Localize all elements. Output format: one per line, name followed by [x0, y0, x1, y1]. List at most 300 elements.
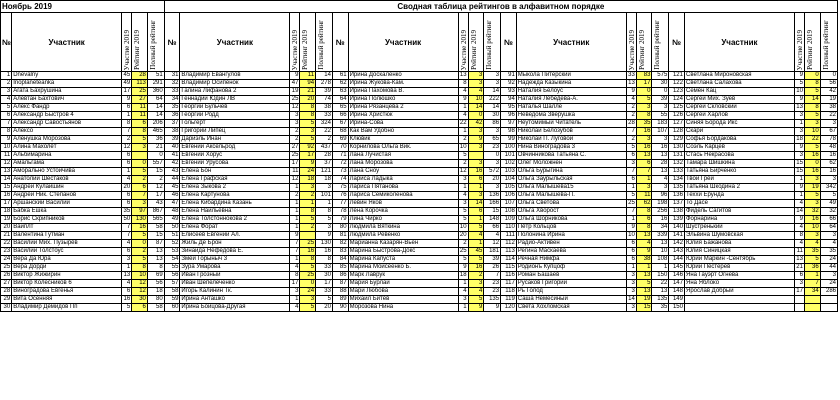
row-number: 145 [669, 264, 685, 272]
full-rating: 278 [316, 80, 333, 88]
full-rating: 33 [316, 288, 333, 296]
full-rating: 867 [147, 208, 164, 216]
participation-2019: 1 [794, 120, 804, 128]
col-header-part [794, 13, 804, 72]
row-number: 149 [669, 296, 685, 304]
participant-name: Лариса Пятанова [348, 184, 458, 192]
participation-2019: 21 [796, 264, 803, 270]
table-row [1, 168, 838, 176]
row-number: 135 [669, 184, 685, 192]
participant-name [684, 296, 794, 304]
full-rating: 56 [820, 80, 837, 88]
row-number: 90 [332, 304, 348, 312]
participation-2019: 4 [794, 200, 804, 208]
participant-name: Как Вам Удобно [348, 128, 458, 136]
rating-2019: 5 [636, 96, 652, 104]
rating-2019: 1 [636, 176, 652, 184]
col-header-no: № [501, 13, 517, 72]
col-header-full [484, 13, 501, 72]
participation-2019: 5 [794, 80, 804, 88]
participant-name: Иван Шепелеченко [180, 280, 290, 288]
row-number: 80 [332, 224, 348, 232]
full-rating: 67 [820, 128, 837, 136]
participant-name: Юрий Маркин -Сентябрь [684, 256, 794, 264]
participation-2019: 3 [458, 296, 468, 304]
rating-2019: 5 [804, 192, 820, 200]
table-row [1, 232, 838, 240]
table-row [1, 128, 838, 136]
full-rating: 9 [484, 304, 501, 312]
rating-2019: 8 [636, 224, 652, 232]
full-rating: 39 [316, 88, 333, 96]
row-number: 139 [669, 216, 685, 224]
participation-2019: 3 [626, 160, 636, 168]
table-row [1, 216, 838, 224]
rating-2019: 92 [300, 144, 316, 152]
col-header-part [290, 13, 300, 72]
full-rating: 16 [652, 216, 669, 224]
participant-name: Сергей Мих. Зуев [684, 96, 794, 104]
participant-name: Марина Быстрова-Докс [348, 248, 458, 256]
participation-2019: 7 [626, 168, 636, 176]
full-rating: 34 [652, 224, 669, 232]
row-number: 110 [501, 224, 517, 232]
rating-2019: 16 [804, 216, 820, 224]
participation-2019: 28 [628, 120, 635, 126]
participant-name: Людмила Ревенко [348, 232, 458, 240]
row-number: 84 [332, 256, 348, 264]
rating-2019: 0 [300, 280, 316, 288]
full-rating: 437 [316, 144, 333, 152]
participant-name: Ольга Шорникова [516, 216, 626, 224]
participation-2019: 17 [291, 280, 299, 286]
row-number: 127 [669, 120, 685, 128]
participant-name: Лана Морозова [348, 160, 458, 168]
full-rating: 181 [484, 248, 501, 256]
table-row [1, 248, 838, 256]
participation-2019: 10 [628, 232, 635, 238]
participant-name: Пётр Кольцов [516, 224, 626, 232]
participant-name: Надежда Казыкина [516, 80, 626, 88]
row-number: 118 [501, 288, 517, 296]
row-number: 62 [332, 80, 348, 88]
rating-2019: 18 [300, 176, 316, 184]
col-header-full [652, 13, 669, 72]
participation-2019: 9 [794, 144, 804, 152]
full-rating: 17 [316, 280, 333, 288]
participation-2019: 1 [290, 216, 300, 224]
participant-name: Тамара Шишкина [684, 160, 794, 168]
rating-2019: 4 [468, 88, 484, 96]
row-number: 125 [669, 104, 685, 112]
participation-2019: 1 [458, 128, 468, 136]
rating-2019: 4 [468, 288, 484, 296]
col-header-full-label: Полный рейтинг [485, 20, 494, 70]
participation-2019: 3 [626, 280, 636, 288]
full-rating: 166 [484, 200, 501, 208]
row-number: 10 [1, 144, 12, 152]
participant-name: Ольга Бурыгина [516, 168, 626, 176]
participant-name: Скари [684, 128, 794, 136]
participation-2019: 8 [794, 232, 804, 240]
participant-name: Нина Виноградова 3 [516, 144, 626, 152]
col-header-part-label: Участие 2019 [291, 29, 300, 70]
table-row [1, 240, 838, 248]
full-rating: 18 [316, 176, 333, 184]
rating-2019: 25 [300, 240, 316, 248]
participation-2019 [794, 304, 804, 312]
participant-name: Евгений Аксельрод [180, 144, 290, 152]
table-row [1, 296, 838, 304]
col-header-participant: Участник [684, 13, 794, 72]
row-number: 107 [501, 200, 517, 208]
row-number: 113 [501, 248, 517, 256]
participation-2019: 1 [794, 176, 804, 184]
participation-2019: 25 [291, 96, 299, 102]
row-number: 50 [164, 224, 180, 232]
participant-name: Мыкола Питерский [516, 72, 626, 80]
participation-2019: 9 [794, 216, 804, 224]
participant-name: Регина Маскаева [516, 248, 626, 256]
rating-2019: 8 [636, 112, 652, 120]
rating-2019: 22 [804, 136, 820, 144]
row-number: 47 [164, 200, 180, 208]
participant-name: Роман Башаев [516, 272, 626, 280]
participant-name: Виктор Колесников 6 [12, 280, 122, 288]
row-number: 146 [669, 272, 685, 280]
participation-2019: 5 [626, 192, 636, 200]
full-rating: 16 [316, 248, 333, 256]
participant-name: Мария Бурлай [348, 280, 458, 288]
participation-2019: 2 [290, 128, 300, 136]
table-row [1, 304, 838, 312]
row-number: 144 [669, 256, 685, 264]
rating-2019: 3 [468, 192, 484, 200]
row-number: 117 [501, 280, 517, 288]
rating-2019: 5 [804, 144, 820, 152]
row-number: 18 [1, 208, 12, 216]
full-rating: 13 [147, 248, 164, 256]
row-number: 96 [501, 112, 517, 120]
col-header-rating [300, 13, 316, 72]
participation-2019: 4 [290, 304, 300, 312]
rating-2019: 24 [300, 288, 316, 296]
participation-2019: 18 [796, 136, 803, 142]
participation-2019: 7 [290, 248, 300, 256]
participation-2019: 3 [458, 200, 468, 208]
row-number: 69 [332, 136, 348, 144]
row-number: 150 [669, 304, 685, 312]
full-rating: 256 [652, 208, 669, 216]
full-rating: 3 [820, 120, 837, 128]
rating-2019: 5 [132, 232, 148, 240]
row-number: 31 [164, 72, 180, 80]
full-rating: 56 [147, 280, 164, 288]
table-row [1, 144, 838, 152]
full-rating: 66 [484, 224, 501, 232]
rating-2019: 12 [132, 280, 148, 288]
participation-2019: 4 [458, 112, 468, 120]
full-rating: 3 [484, 184, 501, 192]
participation-2019: 4 [122, 240, 132, 248]
rating-2019: 10 [804, 224, 820, 232]
rating-2019: 3 [300, 296, 316, 304]
participation-2019: 45 [123, 72, 131, 78]
table-row [1, 208, 838, 216]
full-rating: 16 [652, 144, 669, 152]
participant-name: Ирина Доскаленко [348, 72, 458, 80]
row-number: 63 [332, 88, 348, 96]
participant-name: Геннадий Юдин ЛВ [180, 96, 290, 104]
full-rating: 13 [652, 288, 669, 296]
rating-2019: 0 [468, 112, 484, 120]
participation-2019: 13 [123, 272, 131, 278]
participant-name: Рь Голод [516, 288, 626, 296]
full-rating: 87 [147, 240, 164, 248]
participant-name: Людмила Вяткина [348, 224, 458, 232]
rating-2019: 83 [636, 72, 652, 80]
row-number: 5 [1, 104, 12, 112]
participation-2019: 6 [122, 152, 132, 160]
rating-2019: 1 [636, 264, 652, 272]
rating-2019: 42 [468, 120, 484, 128]
row-number: 58 [164, 288, 180, 296]
rating-2019: 130 [132, 216, 148, 224]
participation-2019: 2 [122, 136, 132, 144]
row-number: 1 [1, 72, 12, 80]
table-row [1, 256, 838, 264]
participant-name: Олег Моложнен [516, 160, 626, 168]
row-number: 99 [501, 136, 517, 144]
col-header-rating-label: Рейтинг 2019 [301, 30, 310, 70]
table-row [1, 176, 838, 184]
row-number: 7 [1, 120, 12, 128]
participant-name: Софья Бордакова [684, 136, 794, 144]
participation-2019: 1 [122, 168, 132, 176]
participation-2019: 3 [794, 112, 804, 120]
rating-2019: 11 [636, 192, 652, 200]
table-row [1, 80, 838, 88]
participation-2019: 3 [290, 120, 300, 128]
participant-name: Василий Мих. Пузырёв [12, 240, 122, 248]
rating-2019: 27 [132, 96, 148, 104]
col-header-full-label: Полный рейтинг [317, 20, 326, 70]
participant-name: Твой Грей [684, 176, 794, 184]
rating-2019: 6 [468, 176, 484, 184]
full-rating: 28 [652, 160, 669, 168]
row-number: 74 [332, 176, 348, 184]
rating-2019: 28 [132, 72, 148, 80]
full-rating: 62 [820, 160, 837, 168]
col-header-part [626, 13, 636, 72]
full-rating: 22 [652, 280, 669, 288]
row-number: 85 [332, 264, 348, 272]
row-number: 76 [332, 192, 348, 200]
rating-2019 [300, 232, 316, 240]
participant-name: Вера Дорди [12, 264, 122, 272]
participation-2019: 9 [458, 96, 468, 104]
rating-2019: 3 [636, 184, 652, 192]
full-rating: 3 [652, 104, 669, 112]
rating-2019 [132, 152, 148, 160]
row-number: 45 [164, 184, 180, 192]
table-row [1, 224, 838, 232]
row-number: 89 [332, 296, 348, 304]
rating-2019: 36 [804, 264, 820, 272]
row-number: 131 [669, 152, 685, 160]
participation-2019: 9 [458, 264, 468, 272]
participant-name: Аленушка Морозова [12, 136, 122, 144]
full-rating: 64 [147, 96, 164, 104]
full-rating: 80 [147, 296, 164, 304]
rating-2019: 16 [468, 168, 484, 176]
participation-2019: 6 [626, 152, 636, 160]
row-number: 105 [501, 184, 517, 192]
participant-name: Владимир Демидов Пп [12, 304, 122, 312]
participation-2019: 5 [458, 256, 468, 264]
participation-2019: 12 [459, 168, 467, 174]
participation-2019: 8 [458, 80, 468, 88]
row-number: 101 [501, 152, 517, 160]
participation-2019: 2 [626, 112, 636, 120]
participant-name: Амальгама [12, 160, 122, 168]
table-row [1, 104, 838, 112]
participation-2019: 11 [290, 168, 300, 176]
row-number: 104 [501, 176, 517, 184]
participation-2019: 1 [290, 224, 300, 232]
full-rating: 2 [316, 136, 333, 144]
row-number: 22 [1, 240, 12, 248]
participant-name: Георгий Бульчев [180, 104, 290, 112]
rating-2019: 3 [468, 80, 484, 88]
participation-2019: 5 [122, 304, 132, 312]
row-number: 121 [669, 72, 685, 80]
row-number: 33 [164, 88, 180, 96]
rating-2019: 3 [468, 280, 484, 288]
rating-2019: 45 [468, 248, 484, 256]
col-header-full-label: Полный рейтинг [821, 20, 830, 70]
col-header-full [147, 13, 164, 72]
participation-2019: 1 [122, 112, 132, 120]
col-header-no: № [1, 13, 12, 72]
full-rating: 96 [652, 192, 669, 200]
participation-2019: 2 [626, 104, 636, 112]
full-rating: 39 [484, 256, 501, 264]
participant-name: Марианна Казарян-Вьен [348, 240, 458, 248]
row-number: 137 [669, 200, 685, 208]
row-number: 19 [1, 216, 12, 224]
rating-2019: 4 [468, 232, 484, 240]
col-header-rating-label: Рейтинг 2019 [469, 30, 478, 70]
row-number: 115 [501, 264, 517, 272]
rating-2019: 3 [468, 128, 484, 136]
row-number: 20 [1, 224, 12, 232]
full-rating: 14 [147, 104, 164, 112]
full-rating: 5 [316, 216, 333, 224]
row-number: 3 [1, 88, 12, 96]
participant-name: Виноградова Евгенья [12, 288, 122, 296]
participation-2019: 13 [796, 104, 803, 110]
row-number: 130 [669, 144, 685, 152]
full-rating: 64 [820, 224, 837, 232]
col-header-part [458, 13, 468, 72]
participation-2019: 17 [796, 288, 803, 294]
participation-2019: 3 [626, 288, 636, 296]
table-row [1, 120, 838, 128]
participation-2019: 9 [794, 96, 804, 104]
row-number: 30 [1, 304, 12, 312]
participant-name: Елена Графская [180, 176, 290, 184]
row-number: 55 [164, 264, 180, 272]
full-rating: 14 [147, 112, 164, 120]
rating-2019: 9 [468, 136, 484, 144]
rating-2019: 38 [636, 256, 652, 264]
col-header-full-label: Полный рейтинг [653, 20, 662, 70]
rating-2019: 0 [804, 72, 820, 80]
row-number: 87 [332, 280, 348, 288]
rating-2019: 6 [132, 120, 148, 128]
col-header-rating-label: Рейтинг 2019 [805, 30, 814, 70]
participant-name: Яна Яблоко [684, 280, 794, 288]
row-number: 36 [164, 112, 180, 120]
full-rating: 108 [652, 256, 669, 264]
rating-2019: 2 [300, 192, 316, 200]
full-rating: 32 [820, 208, 837, 216]
col-header-full-label: Полный рейтинг [148, 20, 157, 70]
full-rating: 74 [316, 96, 333, 104]
full-rating: 339 [652, 232, 669, 240]
full-rating: 183 [652, 120, 669, 128]
participant-name: Жиль Де Брон [180, 240, 290, 248]
row-number: 92 [501, 80, 517, 88]
full-rating: 4 [820, 240, 837, 248]
participant-name: Евгений Урусова [180, 160, 290, 168]
row-number: 44 [164, 176, 180, 184]
participant-name: Морозова Нина [348, 304, 458, 312]
full-rating: 13 [147, 256, 164, 264]
participation-2019: 3 [794, 152, 804, 160]
rating-2019: 30 [132, 296, 148, 304]
row-number: 64 [332, 96, 348, 104]
participant-name: Лана Сноу [348, 168, 458, 176]
participant-name: Радио-Активен [516, 240, 626, 248]
rating-2019: 8 [300, 104, 316, 112]
row-number: 61 [332, 72, 348, 80]
participation-2019: 14 [796, 208, 803, 214]
rating-2019: 5 [300, 304, 316, 312]
participant-name: Стась Некрасова [684, 152, 794, 160]
participant-name: Dnevalny [12, 72, 122, 80]
rating-2019: 6 [636, 216, 652, 224]
participation-2019: 6 [122, 192, 132, 200]
rating-2019: 2 [468, 272, 484, 280]
row-number: 103 [501, 168, 517, 176]
row-number: 75 [332, 184, 348, 192]
row-number: 122 [669, 80, 685, 88]
participant-name: Света Хохломская [516, 304, 626, 312]
full-rating: 15 [147, 232, 164, 240]
participant-name: Александр Быстров 4 [12, 112, 122, 120]
participation-2019: 1 [290, 200, 300, 208]
rating-2019: 0 [132, 240, 148, 248]
participation-2019: 7 [122, 232, 132, 240]
participation-2019: 1 [290, 256, 300, 264]
full-rating: 7 [484, 272, 501, 280]
rating-2019: 3 [468, 72, 484, 80]
full-rating: 15 [147, 168, 164, 176]
participant-name: Inoplaneteanka [12, 80, 122, 88]
participation-2019: 19 [291, 88, 299, 94]
